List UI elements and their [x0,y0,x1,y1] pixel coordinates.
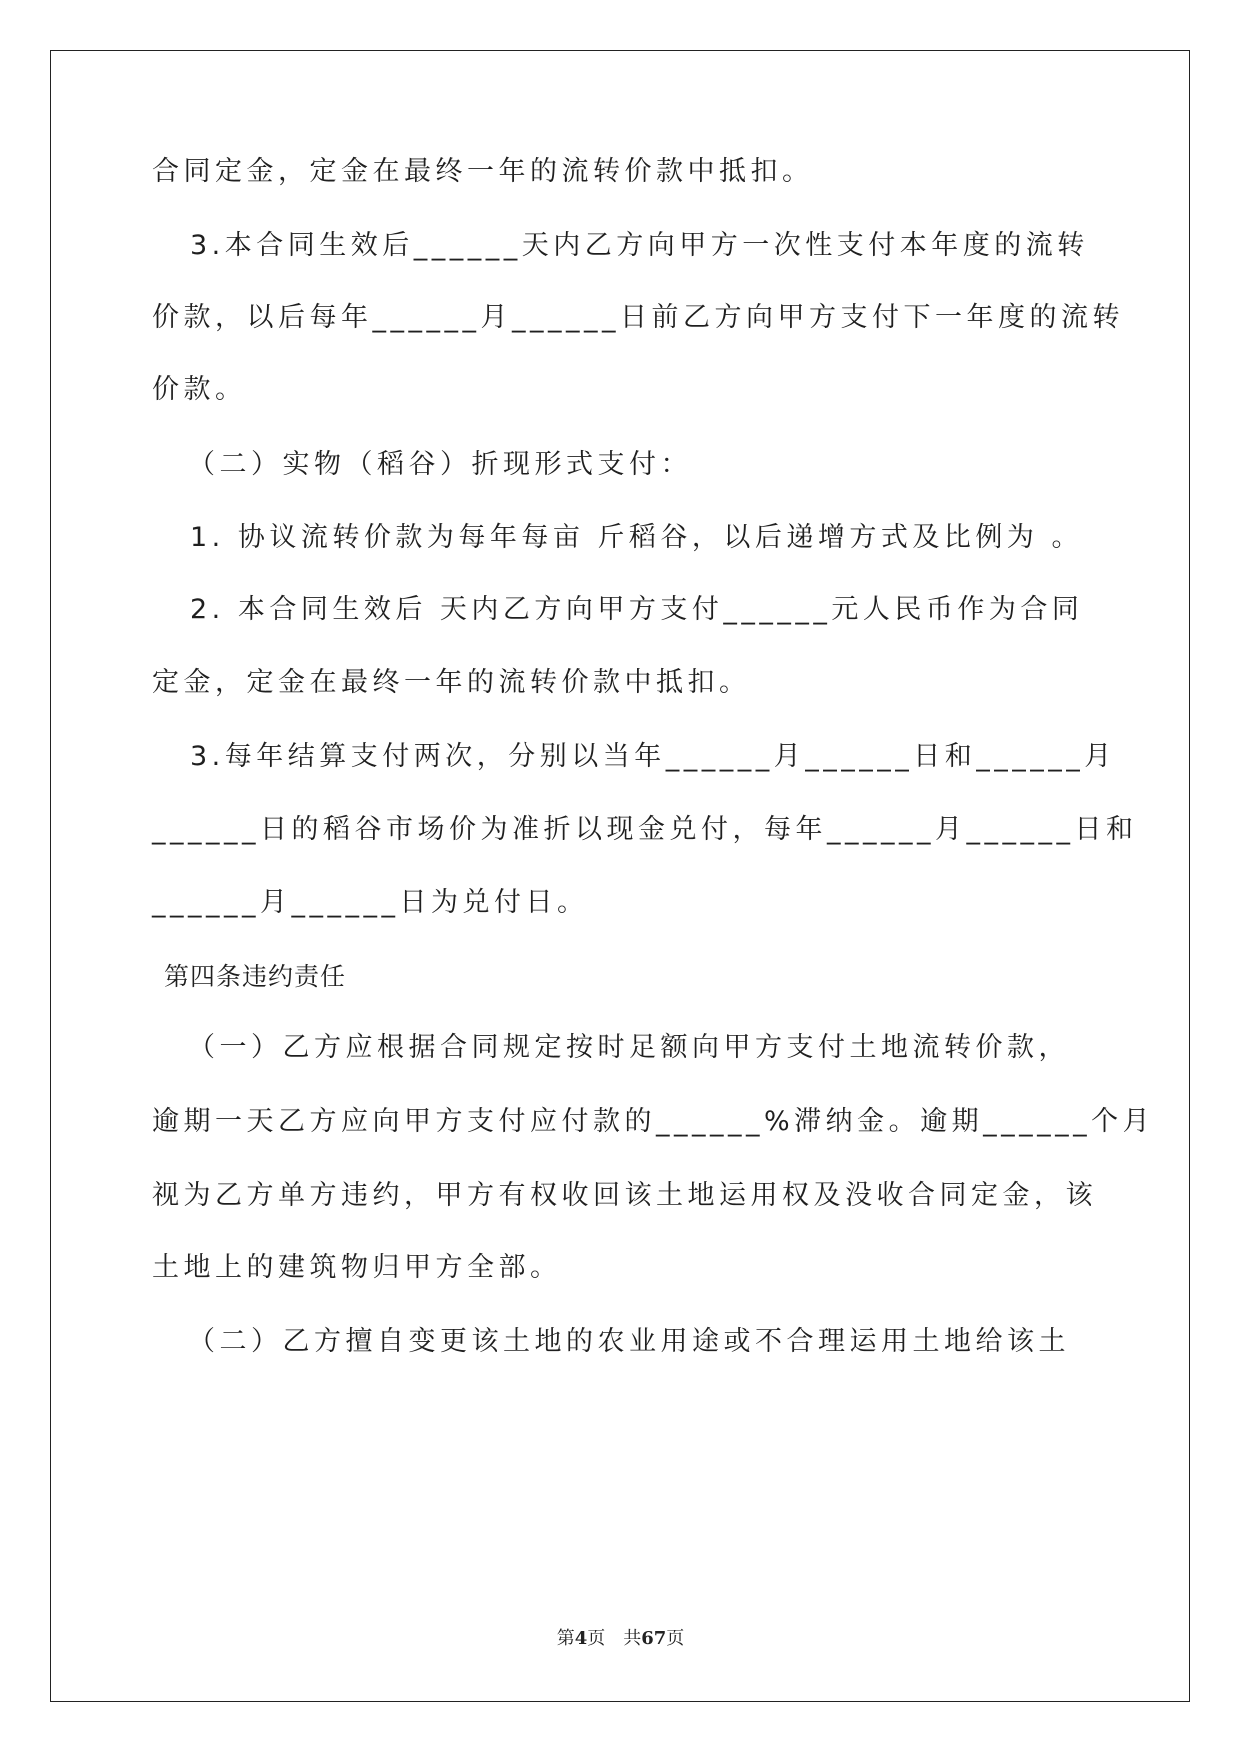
text-line-3: 价款，以后每年______月______日前乙方向甲方支付下一年度的流转 [152,302,1124,333]
text-line-13: （一）乙方应根据合同规定按时足额向甲方支付土地流转价款， [188,1032,1070,1063]
text-line-8: 定金，定金在最终一年的流转价款中抵扣。 [152,667,751,698]
footer-total-prefix: 共 [623,1628,642,1649]
section-heading: 第四条违约责任 [164,962,347,991]
text-line-14: 逾期一天乙方应向甲方支付应付款的______%滞纳金。逾期______个月 [152,1106,1155,1137]
text-line-5: （二）实物（稻谷）折现形式支付： [188,449,692,480]
text-line-17: （二）乙方擅自变更该土地的农业用途或不合理运用土地给该土 [188,1326,1070,1357]
footer-total-unit: 页 [666,1628,685,1649]
text-line-7: 2. 本合同生效后 天内乙方向甲方支付______元人民币作为合同 [190,594,1084,625]
text-line-2: 3.本合同生效后______天内乙方向甲方一次性支付本年度的流转 [190,230,1089,261]
text-line-15: 视为乙方单方违约，甲方有权收回该土地运用权及没收合同定金，该 [152,1180,1097,1211]
text-line-4: 价款。 [152,374,247,405]
text-line-1: 合同定金，定金在最终一年的流转价款中抵扣。 [152,156,814,187]
footer-page-unit: 页 [587,1628,606,1649]
page-footer [0,1627,1241,1651]
footer-page-number: 4 [574,1628,588,1649]
text-line-6: 1. 协议流转价款为每年每亩 斤稻谷，以后递增方式及比例为 。 [190,522,1084,553]
text-line-16: 土地上的建筑物归甲方全部。 [152,1252,562,1283]
text-line-11: ______月______日为兑付日。 [152,887,589,918]
text-line-9: 3.每年结算支付两次，分别以当年______月______日和______月 [190,741,1116,772]
footer-prefix: 第 [556,1628,575,1649]
text-line-10: ______日的稻谷市场价为准折以现金兑付，每年______月______日和 [152,814,1138,845]
footer-total-pages: 67 [641,1628,667,1649]
